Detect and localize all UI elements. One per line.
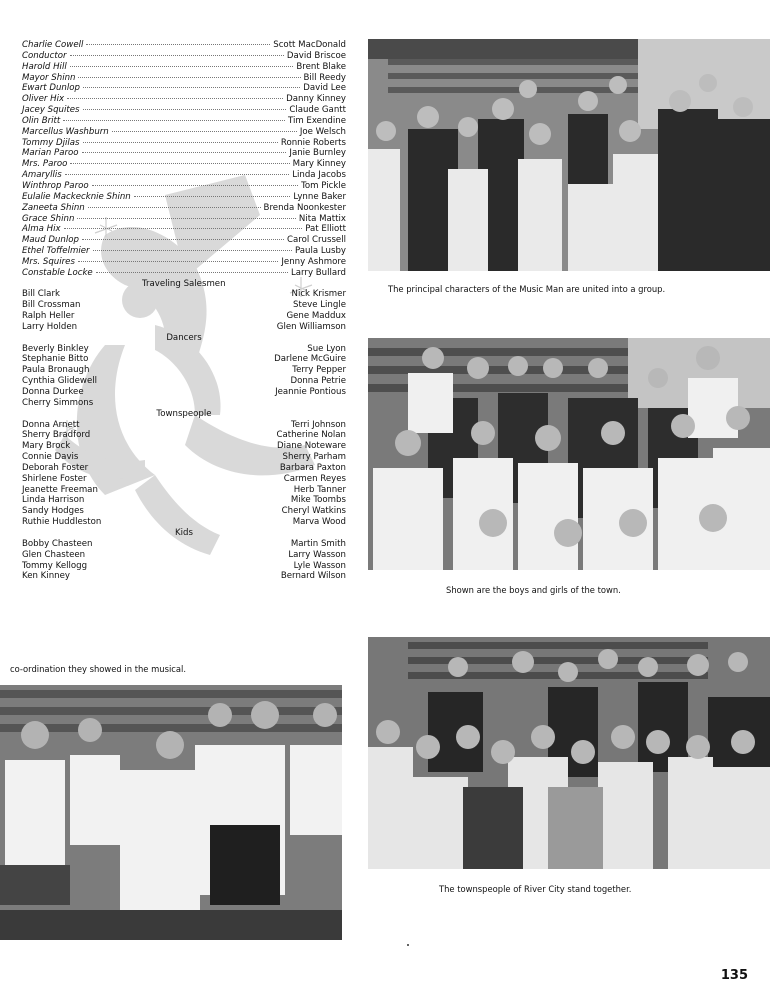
cast-name-right: Catherine Nolan — [276, 430, 346, 441]
cast-name-left: Ewart Dunlop — [22, 83, 80, 94]
cast-row — [22, 485, 346, 496]
cast-row — [22, 62, 346, 73]
cast-row — [22, 311, 346, 322]
cast-row — [22, 344, 346, 355]
cast-row — [22, 420, 346, 431]
cast-name-left: Oliver Hix — [22, 94, 65, 105]
cast-name-left: Mary Brock — [22, 441, 71, 452]
cast-name-right: Scott MacDonald — [273, 40, 346, 50]
cast-row — [22, 561, 346, 572]
cast-name-right: Jenny Ashmore — [281, 256, 346, 267]
cast-row — [22, 441, 346, 452]
cast-name-left: Tommy Kellogg — [22, 560, 88, 571]
cast-name-left: Glen Chasteen — [22, 549, 86, 560]
cast-row — [22, 148, 346, 159]
cast-row — [22, 571, 346, 582]
cast-name-right: Nita Mattix — [298, 213, 346, 224]
cast-name-right: Glen Williamson — [276, 321, 346, 332]
dot-leader — [83, 87, 300, 88]
cast-name-right: Bill Reedy — [303, 72, 346, 83]
cast-name-right: Terri Johnson — [291, 419, 346, 430]
cast-name-right: Jeannie Pontious — [275, 387, 346, 397]
cast-name-left: Maud Dunlop — [22, 235, 79, 246]
cast-row — [22, 116, 346, 127]
cast-name-right: Danny Kinney — [286, 94, 346, 105]
cast-name-left: Jacey Squites — [22, 105, 80, 116]
cast-name-right: Darlene McGuire — [274, 354, 346, 365]
cast-name-right: Sue Lyon — [307, 343, 346, 354]
cast-name-left: Marian Paroo — [22, 148, 79, 159]
cast-row — [22, 387, 346, 398]
cast-name-left: Donna Arnett — [22, 419, 80, 430]
cast-row — [22, 170, 346, 181]
cast-name-right: Janie Burnley — [289, 148, 346, 159]
cast-name-left: Sandy Hodges — [22, 506, 84, 517]
cast-name-left: Zaneeta Shinn — [22, 202, 85, 213]
cast-name-right: Ronnie Roberts — [280, 137, 346, 148]
cast-name-right: Mary Kinney — [292, 159, 346, 170]
cast-name-right: Tom Pickle — [301, 180, 346, 191]
townspeople-photo — [368, 637, 770, 869]
cast-name-left: Mrs. Squires — [22, 256, 75, 267]
cast-name-right: Lynne Baker — [293, 191, 346, 202]
cast-name-right: Bernard Wilson — [280, 571, 346, 582]
cast-name-right: Joe Welsch — [299, 126, 346, 137]
cast-name-left: Ralph Heller — [22, 311, 75, 322]
cast-row — [22, 214, 346, 225]
cast-name-right: Barbara Paxton — [279, 462, 346, 473]
dot-leader — [78, 261, 278, 262]
section-heading: Kids — [175, 527, 193, 538]
cast-name-left: Conductor — [22, 50, 67, 61]
caption-boys-girls: Shown are the boys and girls of the town. — [446, 585, 621, 595]
cast-row — [22, 495, 346, 506]
cast-name-left: Stephanie Bitto — [22, 354, 89, 365]
dot-leader — [70, 55, 284, 56]
cast-row — [22, 51, 346, 62]
cast-row — [22, 127, 346, 138]
caption-principal-characters: The principal characters of the Music Man are united into a group. — [388, 284, 666, 294]
cast-row — [22, 159, 346, 170]
cast-name-left: Eulalie Mackecknie Shinn — [22, 191, 131, 202]
cast-name-left: Charlie Cowell — [22, 40, 84, 50]
cast-name-right: Diane Noteware — [276, 441, 346, 452]
cast-name-left: Shirlene Foster — [22, 473, 87, 484]
cast-row — [22, 550, 346, 561]
cast-name-left: Beverly Binkley — [22, 343, 89, 354]
cast-row — [22, 181, 346, 192]
cast-row — [22, 224, 346, 235]
dot-leader — [83, 142, 278, 143]
dot-leader — [112, 131, 297, 132]
cast-row — [22, 105, 346, 116]
cast-name-right: David Lee — [303, 83, 346, 94]
cast-name-right: Carmen Reyes — [283, 473, 346, 484]
cast-name-left: Cynthia Glidewell — [22, 376, 98, 387]
cast-name-right: Marva Wood — [292, 517, 346, 528]
cast-row — [22, 376, 346, 387]
cast-name-left: Mayor Shinn — [22, 72, 76, 83]
dot-leader — [134, 196, 291, 197]
dot-leader — [70, 163, 289, 164]
cast-name-right: Pat Elliott — [305, 224, 346, 235]
cast-row — [22, 322, 346, 333]
section-heading: Dancers — [166, 332, 202, 343]
cast-name-left: Deborah Foster — [22, 462, 89, 473]
cast-name-right: Herb Tanner — [293, 484, 346, 495]
cast-name-left: Cherry Simmons — [22, 397, 94, 408]
cast-name-right: Sherry Parham — [282, 452, 346, 463]
cast-name-left: Sherry Bradford — [22, 430, 91, 441]
cast-name-right: Carol Crussell — [287, 235, 346, 246]
dot-leader — [86, 44, 270, 45]
dot-leader — [63, 120, 285, 121]
dot-leader — [82, 152, 287, 153]
cast-row — [22, 517, 346, 528]
cast-name-right: David Briscoe — [286, 50, 346, 61]
dot-leader — [65, 174, 289, 175]
cast-name-left: Tommy Djilas — [22, 137, 80, 148]
cast-name-left: Harold Hill — [22, 61, 67, 72]
cast-name-right: Steve Lingle — [293, 300, 346, 311]
cast-name-right: Linda Jacobs — [292, 170, 346, 181]
cast-name-right: Larry Wasson — [288, 549, 346, 560]
section-heading: Traveling Salesmen — [142, 278, 226, 289]
cast-row — [22, 506, 346, 517]
dot-leader — [93, 250, 292, 251]
dot-leader — [88, 207, 261, 208]
cast-row — [22, 398, 346, 409]
cast-row — [22, 452, 346, 463]
cast-row — [22, 354, 346, 365]
dot-leader — [82, 239, 284, 240]
cast-name-right: Terry Pepper — [292, 365, 346, 376]
cast-name-left: Bill Clark — [22, 289, 60, 300]
cast-row — [22, 40, 346, 51]
cast-name-right: Larry Bullard — [290, 267, 346, 278]
cast-name-left: Larry Holden — [22, 321, 78, 332]
cast-name-right: Lyle Wasson — [293, 560, 346, 571]
page-speck — [407, 944, 409, 946]
cast-name-left: Paula Bronaugh — [22, 365, 90, 376]
cast-row — [22, 73, 346, 84]
dot-leader — [77, 218, 296, 219]
cast-name-left: Ethel Toffelmier — [22, 246, 90, 257]
cast-name-left: Marcellus Washburn — [22, 126, 109, 137]
cast-name-left: Amaryllis — [22, 170, 62, 181]
cast-name-left: Ruthie Huddleston — [22, 517, 102, 528]
cast-row — [22, 94, 346, 105]
dot-leader — [78, 77, 300, 78]
cast-row — [22, 235, 346, 246]
cast-name-left: Ken Kinney — [22, 571, 70, 582]
cast-row — [22, 83, 346, 94]
cast-row — [22, 268, 346, 279]
dot-leader — [67, 98, 283, 99]
cast-name-left: Bill Crossman — [22, 300, 81, 311]
caption-townspeople: The townspeople of River City stand together. — [439, 884, 632, 894]
caption-fragment-left: co-ordination they showed in the musical. — [10, 664, 186, 674]
cast-name-left: Winthrop Paroo — [22, 180, 89, 191]
dot-leader — [96, 272, 288, 273]
cast-row — [22, 257, 346, 268]
cast-name-left: Grace Shinn — [22, 213, 75, 224]
cast-row — [22, 289, 346, 300]
cast-row — [22, 474, 346, 485]
cast-name-left: Olin Britt — [22, 115, 61, 126]
cast-row — [22, 463, 346, 474]
cast-name-left: Connie Davis — [22, 452, 79, 463]
cast-list — [22, 40, 346, 582]
cast-name-left: Linda Harrison — [22, 495, 85, 506]
dancers-photo — [0, 685, 342, 940]
cast-name-right: Mike Toombs — [290, 495, 346, 506]
dot-leader — [70, 66, 294, 67]
cast-name-right: Nick Krismer — [291, 289, 346, 300]
cast-name-left: Donna Durkee — [22, 387, 84, 397]
cast-row — [22, 430, 346, 441]
cast-name-left: Alma Hix — [22, 224, 61, 235]
cast-name-right: Claude Gantt — [289, 105, 346, 116]
cast-name-right: Martin Smith — [290, 538, 346, 549]
cast-name-right: Gene Maddux — [286, 311, 346, 322]
cast-name-right: Paula Lusby — [295, 246, 346, 257]
cast-row — [22, 300, 346, 311]
cast-row — [22, 365, 346, 376]
cast-row — [22, 138, 346, 149]
cast-name-right: Cheryl Watkins — [281, 506, 346, 517]
cast-row — [22, 203, 346, 214]
cast-row — [22, 192, 346, 203]
principal-characters-photo — [368, 39, 770, 271]
cast-name-left: Bobby Chasteen — [22, 538, 93, 549]
cast-name-right: Donna Petrie — [290, 376, 346, 387]
page-number: 135 — [720, 968, 748, 983]
dot-leader — [64, 228, 303, 229]
dot-leader — [83, 109, 287, 110]
cast-name-left: Mrs. Paroo — [22, 159, 68, 170]
cast-name-left: Jeanette Freeman — [22, 484, 98, 495]
cast-row — [22, 246, 346, 257]
cast-row — [22, 539, 346, 550]
boys-and-girls-photo — [368, 338, 770, 570]
cast-name-right: Brenda Noonkester — [263, 202, 346, 213]
cast-name-left: Constable Locke — [22, 267, 93, 278]
cast-name-right: Tim Exendine — [287, 115, 346, 126]
cast-name-right: Brent Blake — [296, 61, 346, 72]
section-heading: Townspeople — [156, 408, 212, 419]
dot-leader — [92, 185, 298, 186]
